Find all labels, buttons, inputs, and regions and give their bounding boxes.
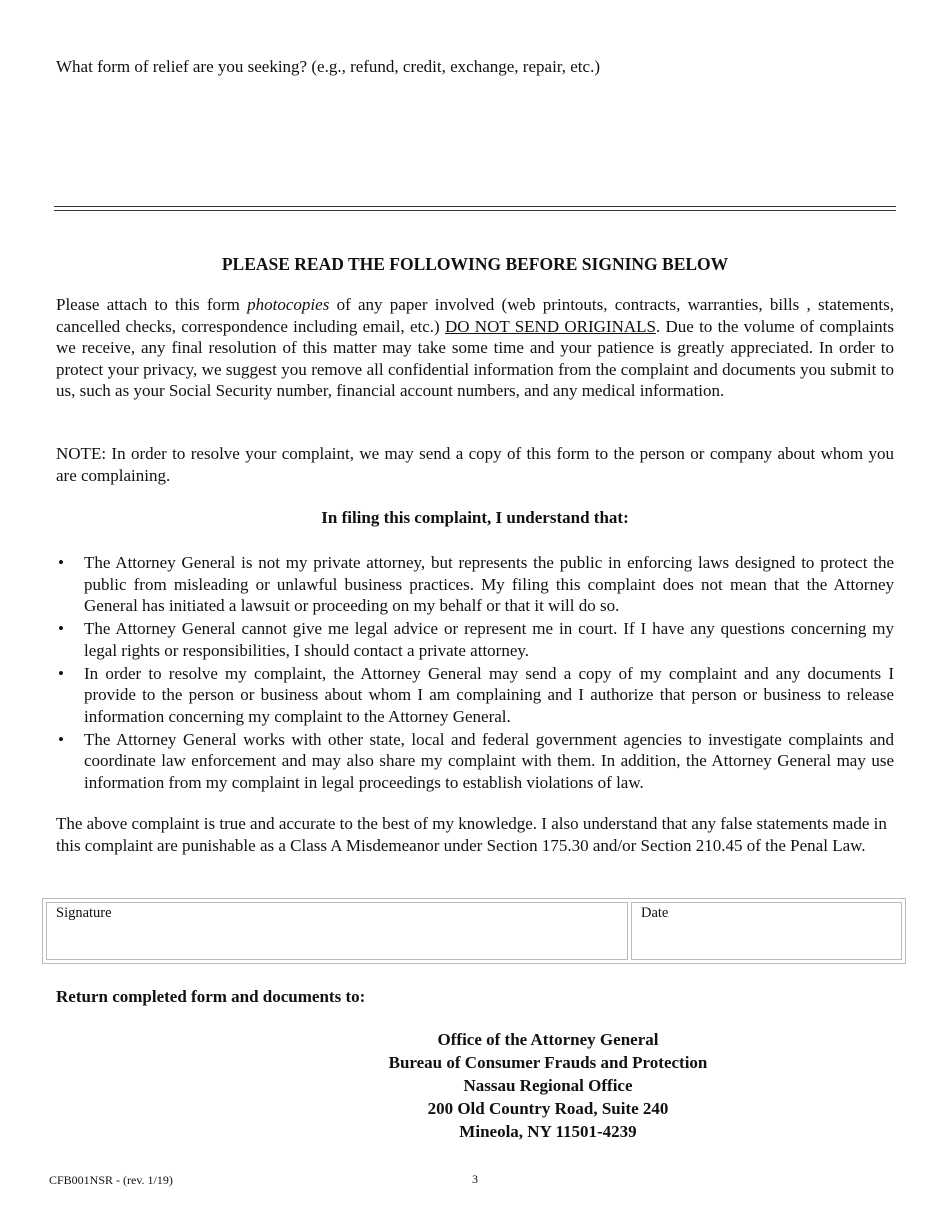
address-line: 200 Old Country Road, Suite 240: [427, 1099, 669, 1118]
date-field[interactable]: [631, 902, 902, 960]
understand-heading: In filing this complaint, I understand that:: [321, 508, 629, 527]
understanding-list: [56, 552, 894, 795]
divider-line-bottom: [54, 210, 896, 211]
address-line: Office of the Attorney General: [437, 1030, 659, 1049]
list-item: [56, 663, 894, 728]
address-line: Mineola, NY 11501-4239: [459, 1122, 637, 1141]
attach-italic: photocopies: [247, 295, 330, 314]
list-item-text: The Attorney General cannot give me legal advice or represent me in court. If I have any questions concerning my legal rights or responsibilities, I should contact a private attorney.: [84, 619, 894, 660]
list-item-text: The Attorney General is not my private attorney, but represents the public in enforcing laws designed to protect the public from misleading or unlawful business practices. My filing this complaint does not mean that the Attorney General has initiated a lawsuit or proceeding on my behalf or that it will do so.: [84, 553, 894, 615]
address-line: Bureau of Consumer Frauds and Protection: [388, 1053, 708, 1072]
bullet-icon: •: [58, 619, 64, 638]
signature-field[interactable]: [46, 902, 628, 960]
list-item: [56, 618, 894, 661]
bullet-icon: •: [58, 663, 64, 683]
attach-text-1: Please attach to this form: [56, 295, 248, 314]
form-id: CFB001NSR - (rev. 1/19): [49, 1173, 173, 1187]
attach-instructions: [56, 294, 894, 402]
page-number: 3: [472, 1172, 478, 1186]
return-label: Return completed form and documents to:: [56, 987, 366, 1006]
attach-text-2: of any paper involved (web printouts, contracts, warranties, bills , statements, cancelled checks, correspondence including email, etc.): [56, 295, 895, 336]
do-not-send-originals: DO NOT SEND ORIGINALS: [444, 316, 656, 336]
address-line: Nassau Regional Office: [463, 1076, 633, 1095]
bullet-icon: •: [58, 729, 64, 749]
divider-line-top: [54, 206, 896, 207]
date-label: Date: [641, 905, 669, 921]
list-item: [56, 552, 894, 617]
signature-label: Signature: [56, 905, 112, 921]
list-item-text: In order to resolve my complaint, the Attorney General may send a copy of my complaint and any documents I provide to the person or business about whom I am complaining and I authorize that person or business to release information concerning my complaint to the Attorney General.: [84, 663, 894, 726]
list-item: [56, 729, 894, 794]
list-item-text: The Attorney General works with other state, local and federal government agencies to investigate complaints and coordinate law enforcement and may also share my complaint with them. In addition, the Attorney General may use information from my complaint in legal proceedings to establish violations of law.: [84, 729, 894, 792]
signature-date-box: [42, 898, 906, 964]
attach-text-3: . Due to the volume of complaints we receive, any final resolution of this matter may take some time and your patience is greatly appreciated. In order to protect your privacy, we suggest you remove all confidential information from the complaint and documents you submit to us, such as your Social Security number, financial account numbers, and any medical information.: [56, 316, 894, 400]
mailing-address: [300, 1028, 796, 1143]
relief-question: What form of relief are you seeking? (e.g., refund, credit, exchange, repair, etc.): [56, 57, 600, 76]
affirmation-paragraph: The above complaint is true and accurate to the best of my knowledge. I also understand that any false statements made in this complaint are punishable as a Class A Misdemeanor under Section 175.30 and/or Section 210.45 of the Penal Law.: [56, 814, 887, 855]
read-before-signing-heading: PLEASE READ THE FOLLOWING BEFORE SIGNING BELOW: [221, 254, 729, 274]
bullet-icon: •: [58, 553, 64, 572]
note-paragraph: NOTE: In order to resolve your complaint, we may send a copy of this form to the person or company about whom you are complaining.: [56, 444, 894, 485]
